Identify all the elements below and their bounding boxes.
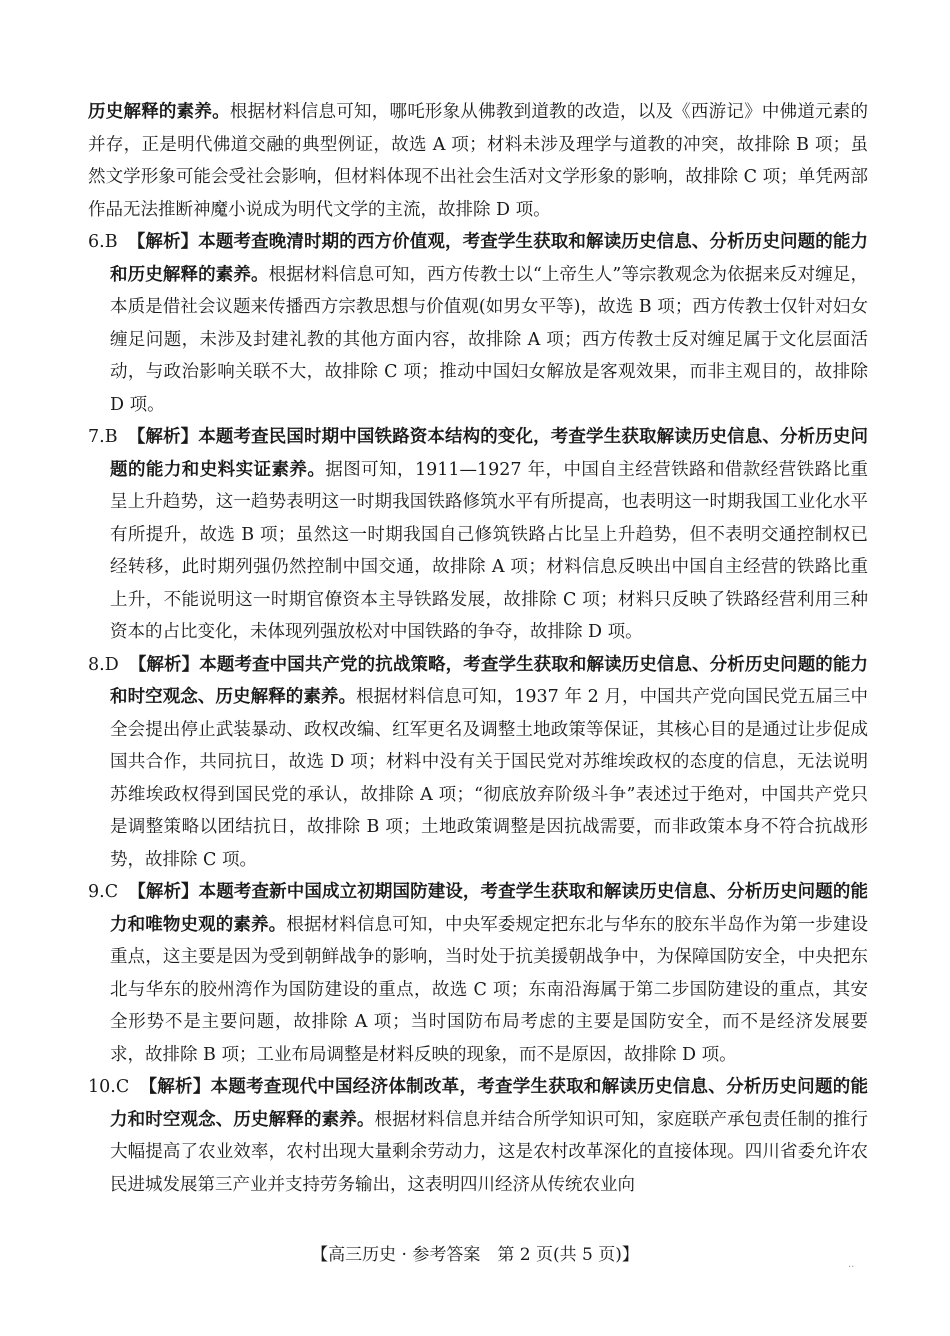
item-number: 6. (88, 232, 105, 252)
answer-item-7 (88, 421, 868, 649)
item-analysis-heading: 【解析】本题考查中国共产党的抗战策略，考查学生获取和解读历史信息、分析历史问题的能力和时空观念、历史解释的素养。 (110, 654, 868, 707)
item-analysis-text: 根据材料信息可知，中央军委规定把东北与华东的胶东半岛作为第一步建设重点，这主要是因为受到朝鲜战争的影响，当时处于抗美援朝战争中，为保障国防安全，中央把东北与华东的胶州湾作为国防建设的重点，故选 C 项；东南沿海属于第二步国防建设的重点，其安全形势不是主要问题，故排除 A 项；当时国防布局考虑的主要是国防安全，而不是经济发展要求，故排除 B 项；工业布局调整是材料反映的现象，而不是原因，故排除 D 项。 (110, 914, 869, 1065)
item-number: 7. (88, 427, 105, 447)
item-analysis-text: 据图可知，1911—1927 年，中国自主经营铁路和借款经营铁路比重呈上升趋势，这一趋势表明这一时期我国铁路修筑水平有所提高，也表明这一时期我国工业化水平有所提升，故选 B 项；虽然这一时期我国自己修筑铁路占比呈上升趋势，但不表明交通控制权已经转移，此时期列强仍然控制中国交通，故排除 A 项；材料信息反映出中国自主经营的铁路比重上升，不能说明这一时期官僚资本主导铁路发展，故排除 C 项；材料只反映了铁路经营利用三种资本的占比变化，未体现列强放松对中国铁路的争夺，故排除 D 项。 (110, 459, 869, 642)
item-analysis-heading: 【解析】本题考查现代中国经济体制改革，考查学生获取和解读历史信息、分析历史问题的能力和时空观念、历史解释的素养。 (110, 1077, 868, 1130)
item-analysis-heading: 【解析】本题考查晚清时期的西方价值观，考查学生获取和解读历史信息、分析历史问题的能力和历史解释的素养。 (110, 232, 868, 285)
continuation-paragraph (88, 96, 868, 226)
answer-item-9 (88, 876, 868, 1071)
item-choice: B (104, 427, 118, 447)
page-footer: 【高三历史 · 参考答案 第 2 页(共 5 页)】 (311, 1245, 639, 1265)
answer-item-6 (88, 226, 868, 421)
item-analysis-text: 根据材料信息可知，西方传教士以“上帝生人”等宗教观念为依据来反对缠足，本质是借社会议题来传播西方宗教思想与价值观(如男女平等)，故选 B 项；西方传教士仅针对妇女缠足问题，未涉及封建礼教的其他方面内容，故排除 A 项；西方传教士反对缠足属于文化层面活动，与政治影响关联不大，故排除 C 项；推动中国妇女解放是客观效果，而非主观目的，故排除 D 项。 (110, 264, 869, 415)
answer-item-8 (88, 649, 868, 877)
item-analysis-heading: 【解析】本题考查新中国成立初期国防建设，考查学生获取和解读历史信息、分析历史问题的能力和唯物史观的素养。 (110, 882, 868, 935)
item-analysis-text: 根据材料信息并结合所学知识可知，家庭联产承包责任制的推行大幅提高了农业效率，农村出现大量剩余劳动力，这是农村改革深化的直接体现。四川省委允许农民进城发展第三产业并支持劳务输出，这表明四川经济从传统农业向 (110, 1109, 869, 1195)
item-analysis-heading: 【解析】本题考查民国时期中国铁路资本结构的变化，考查学生获取解读历史信息、分析历史问题的能力和史料实证素养。 (110, 427, 868, 480)
answer-body (88, 96, 868, 1201)
item-choice: C (115, 1077, 130, 1097)
item-analysis-text: 根据材料信息可知，1937 年 2 月，中国共产党向国民党五届三中全会提出停止武装暴动、政权改编、红军更名及调整土地政策等保证，其核心目的是通过让步促成国共合作，共同抗日，故选 D 项；材料中没有关于国民党对苏维埃政权的态度的信息，无法说明苏维埃政权得到国民党的承认，故排除 A 项；“彻底放弃阶级斗争”表述过于绝对，中国共产党只是调整策略以团结抗日，故排除 B 项；土地政策调整是因抗战需要，而非政策本身不符合抗战形势，故排除 C 项。 (110, 687, 869, 870)
item-choice: D (104, 654, 119, 675)
continuation-text: 根据材料信息可知，哪吒形象从佛教到道教的改造，以及《西游记》中佛道元素的并存，正是明代佛道交融的典型例证，故选 A 项；材料未涉及理学与道教的冲突，故排除 B 项；虽然文学形象可能会受社会影响，但材料体现不出社会生活对文学形象的影响，故排除 C 项；单凭两部作品无法推断神魔小说成为明代文学的主流，故排除 D 项。 (88, 102, 869, 220)
item-choice: B (104, 232, 118, 252)
corner-mark: ·· (848, 1262, 855, 1273)
item-number: 9. (88, 882, 105, 902)
answer-item-10 (88, 1071, 868, 1201)
continuation-bold: 历史解释的素养。 (88, 102, 230, 122)
item-number: 8. (88, 654, 105, 675)
item-number: 10. (88, 1077, 116, 1097)
item-choice: C (104, 882, 119, 902)
